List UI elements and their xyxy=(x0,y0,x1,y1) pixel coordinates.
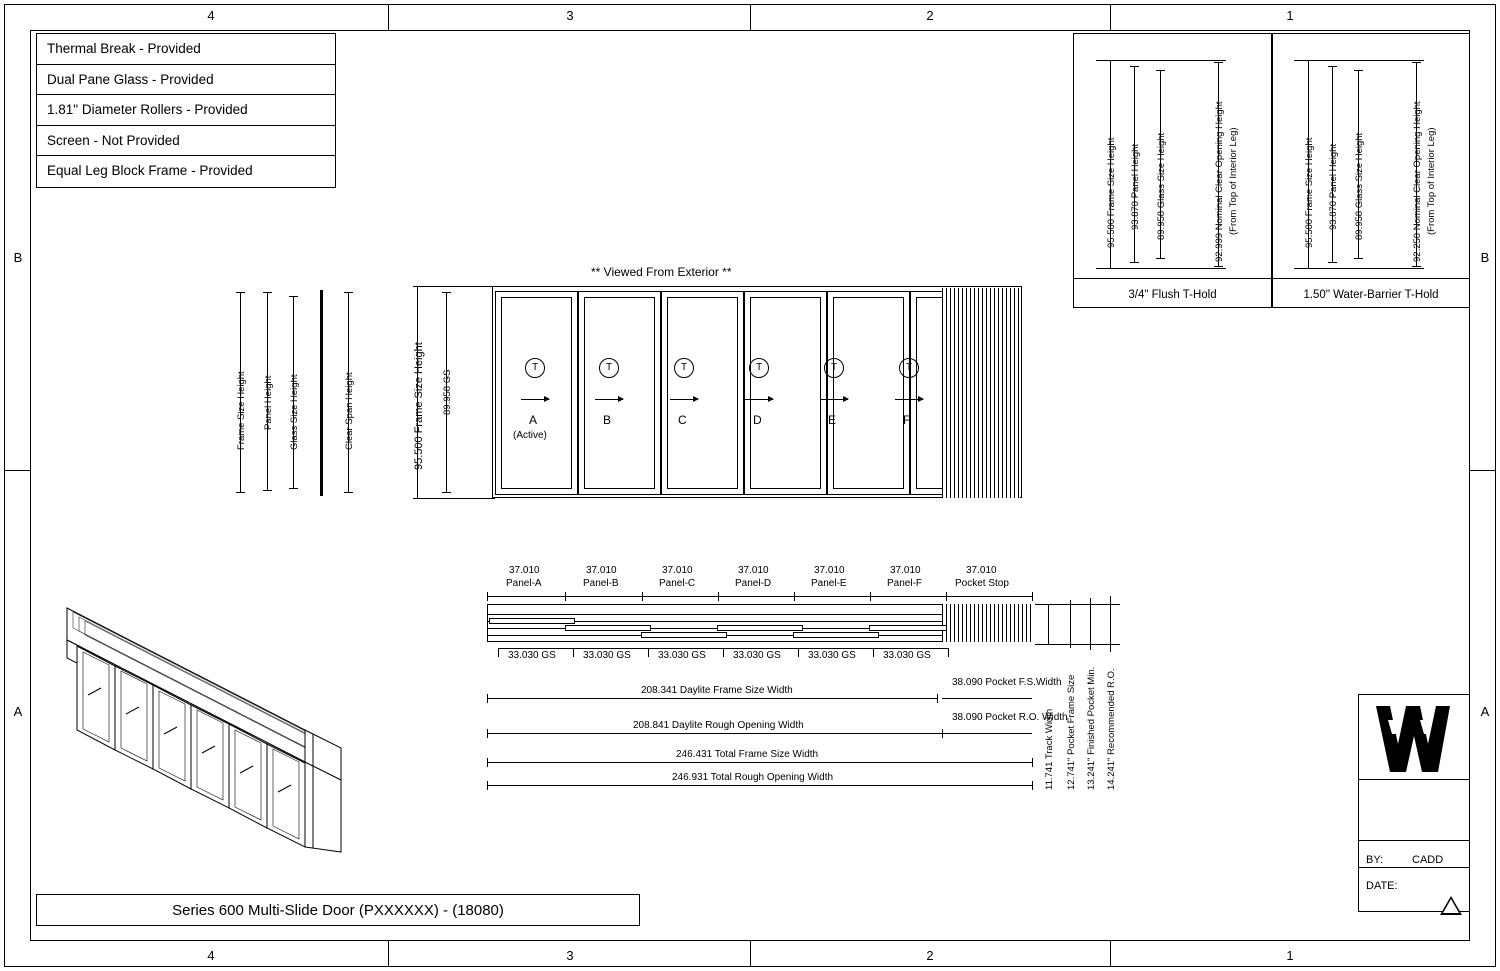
plan-panel-name-b: Panel-B xyxy=(583,578,619,589)
thold-caption-water-barrier: 1.50" Water-Barrier T-Hold xyxy=(1303,289,1439,301)
plan-dim-daylite-ro-width: 208.841 Daylite Rough Opening Width xyxy=(633,720,804,731)
elevation-frame-size-height: 95.500 Frame Size Height xyxy=(413,342,425,470)
dim-clear-span-height: Clear Span Height xyxy=(344,372,355,450)
zone-label-top-2: 2 xyxy=(926,8,934,23)
feature-item: Dual Pane Glass - Provided xyxy=(37,65,335,96)
plan-panel-dim-pocket-stop: 37.010 xyxy=(966,565,997,576)
plan-panel-name-d: Panel-D xyxy=(735,578,772,589)
plan-dim-track-width: 11.741 Track Width xyxy=(1044,708,1055,790)
zone-label-bottom-3: 3 xyxy=(566,948,574,963)
panel-direction-arrow-e xyxy=(820,399,848,400)
thold-flush-dim-frame-size: 95.500 Frame Size Height xyxy=(1106,137,1117,248)
elevation-panel-c xyxy=(661,291,744,495)
thold-wb-dim-frame-size: 95.500 Frame Size Height xyxy=(1304,137,1315,248)
panel-label-f: F xyxy=(903,413,911,427)
zone-divider-left-b-a xyxy=(4,470,30,471)
zone-divider-top-4-3 xyxy=(388,4,389,30)
zone-label-left-b: B xyxy=(13,250,23,265)
title-block-by-label: BY: xyxy=(1366,854,1384,866)
title-block-by-value: CADD xyxy=(1412,854,1444,866)
zone-label-bottom-1: 1 xyxy=(1286,948,1294,963)
dim-glass-size-height: Glass Size Height xyxy=(289,374,300,450)
features-list xyxy=(36,33,336,188)
zone-divider-top-2-1 xyxy=(1110,4,1111,30)
zone-divider-right-b-a xyxy=(1470,470,1496,471)
elevation-panel-e xyxy=(827,291,910,495)
elevation-pocket-hatch xyxy=(942,288,1020,498)
zone-label-bottom-2: 2 xyxy=(926,948,934,963)
panel-badge-a: T xyxy=(525,358,545,378)
zone-divider-bottom-4-3 xyxy=(388,941,389,967)
isometric-view xyxy=(55,590,355,870)
plan-dim-total-ro-width: 246.931 Total Rough Opening Width xyxy=(672,772,834,783)
plan-glass-size-e: 33.030 GS xyxy=(808,650,856,661)
plan-panel-f xyxy=(869,625,947,631)
zone-label-bottom-4: 4 xyxy=(207,948,215,963)
panel-direction-arrow-b xyxy=(595,399,623,400)
elevation-panel-a xyxy=(495,291,578,495)
panel-badge-e: T xyxy=(824,358,844,378)
plan-dim-pocket-ro-width-1: 38.090 Pocket R.O. Width xyxy=(952,712,1068,723)
plan-dim-recommended-ro: 14.241" Recommended R.O. xyxy=(1106,668,1117,790)
thold-wb-dim-panel-height: 93.870 Panel Height xyxy=(1328,143,1339,230)
feature-item: Equal Leg Block Frame - Provided xyxy=(47,163,253,179)
plan-dim-daylite-frame-width: 208.341 Daylite Frame Size Width xyxy=(641,685,793,696)
panel-badge-d: T xyxy=(749,358,769,378)
elevation-view xyxy=(492,286,1022,498)
thold-flush-dim-panel-height: 93.870 Panel Height xyxy=(1130,143,1141,230)
plan-panel-name-e: Panel-E xyxy=(811,578,847,589)
thold-wb-dim-clear-opening-note: (From Top of Interior Leg) xyxy=(1426,127,1437,235)
elevation-panel-b xyxy=(578,291,661,495)
zone-label-right-b: B xyxy=(1480,250,1490,265)
zone-label-top-3: 3 xyxy=(566,8,574,23)
zone-divider-bottom-3-2 xyxy=(750,941,751,967)
plan-panel-a xyxy=(489,618,575,624)
dim-panel-height: Panel Height xyxy=(263,375,274,430)
plan-pocket-hatch xyxy=(942,604,1032,642)
plan-dim-pocket-frame-size: 12.741" Pocket Frame Size xyxy=(1066,674,1077,790)
plan-panel-dim-f: 37.010 xyxy=(890,565,921,576)
plan-glass-size-a: 33.030 GS xyxy=(508,650,556,661)
plan-panel-name-pocket-stop: Pocket Stop xyxy=(955,578,1009,589)
dim-frame-size-height: Frame Size Height xyxy=(236,371,247,450)
revision-triangle-icon xyxy=(1440,896,1462,915)
thold-flush-dim-glass-size: 89.958 Glass Size Height xyxy=(1156,132,1167,240)
plan-panel-dim-b: 37.010 xyxy=(586,565,617,576)
panel-direction-arrow-f xyxy=(895,399,923,400)
plan-panel-dim-a: 37.010 xyxy=(509,565,540,576)
plan-panel-dim-d: 37.010 xyxy=(738,565,769,576)
feature-item: 1.81" Diameter Rollers - Provided xyxy=(37,95,335,126)
panel-direction-arrow-c xyxy=(670,399,698,400)
panel-sublabel-a: (Active) xyxy=(513,430,547,441)
panel-label-c: C xyxy=(678,413,687,427)
thold-flush-dim-clear-opening: 92.999 Nominal Clear Opening Height xyxy=(1214,101,1225,262)
plan-dim-finished-pocket-min: 13.241" Finished Pocket Min. xyxy=(1086,666,1097,790)
plan-panel-name-f: Panel-F xyxy=(887,578,923,589)
plan-glass-size-d: 33.030 GS xyxy=(733,650,781,661)
feature-item: Thermal Break - Provided xyxy=(37,34,335,65)
plan-panel-b xyxy=(565,625,651,631)
elevation-panel-d xyxy=(744,291,827,495)
elevation-view-note: ** Viewed From Exterior ** xyxy=(591,265,732,279)
elevation-glass-size-height: 89.958 GS xyxy=(442,369,453,415)
panel-label-b: B xyxy=(603,413,612,427)
plan-glass-size-b: 33.030 GS xyxy=(583,650,631,661)
thold-wb-dim-glass-size: 89.958 Glass Size Height xyxy=(1354,132,1365,240)
plan-dim-total-frame-width: 246.431 Total Frame Size Width xyxy=(676,749,819,760)
plan-panel-name-a: Panel-A xyxy=(506,578,542,589)
zone-label-top-1: 1 xyxy=(1286,8,1294,23)
zone-label-left-a: A xyxy=(13,704,23,719)
panel-badge-b: T xyxy=(599,358,619,378)
panel-label-e: E xyxy=(828,413,837,427)
panel-direction-arrow-a xyxy=(521,399,549,400)
feature-item: Screen - Not Provided xyxy=(37,126,335,157)
plan-glass-size-f: 33.030 GS xyxy=(883,650,931,661)
thold-detail-water-barrier xyxy=(1272,33,1470,308)
plan-panel-d xyxy=(717,625,803,631)
plan-panel-name-c: Panel-C xyxy=(659,578,696,589)
thold-flush-dim-clear-opening-note: (From Top of Interior Leg) xyxy=(1228,127,1239,235)
panel-badge-f: T xyxy=(899,358,919,378)
plan-panel-dim-c: 37.010 xyxy=(662,565,693,576)
zone-label-right-a: A xyxy=(1480,704,1490,719)
panel-direction-arrow-d xyxy=(745,399,773,400)
thold-caption-flush: 3/4" Flush T-Hold xyxy=(1128,289,1217,301)
thold-wb-dim-clear-opening: 92.250 Nominal Clear Opening Height xyxy=(1412,101,1423,262)
plan-dim-pocket-fs-width-1: 38.090 Pocket F.S.Width xyxy=(952,677,1062,688)
panel-badge-c: T xyxy=(674,358,694,378)
zone-label-top-4: 4 xyxy=(207,8,215,23)
panel-label-d: D xyxy=(753,413,762,427)
plan-panel-e xyxy=(793,632,879,638)
zone-divider-bottom-2-1 xyxy=(1110,941,1111,967)
zone-divider-top-3-2 xyxy=(750,4,751,30)
manufacturer-logo-icon xyxy=(1368,700,1460,778)
plan-panel-c xyxy=(641,632,727,638)
plan-glass-size-c: 33.030 GS xyxy=(658,650,706,661)
panel-label-a: A xyxy=(529,413,538,427)
title-block-date-label: DATE: xyxy=(1366,880,1398,892)
plan-panel-dim-e: 37.010 xyxy=(814,565,845,576)
thold-detail-flush xyxy=(1073,33,1272,308)
drawing-title: Series 600 Multi-Slide Door (PXXXXXX) - (18080) xyxy=(36,894,640,926)
